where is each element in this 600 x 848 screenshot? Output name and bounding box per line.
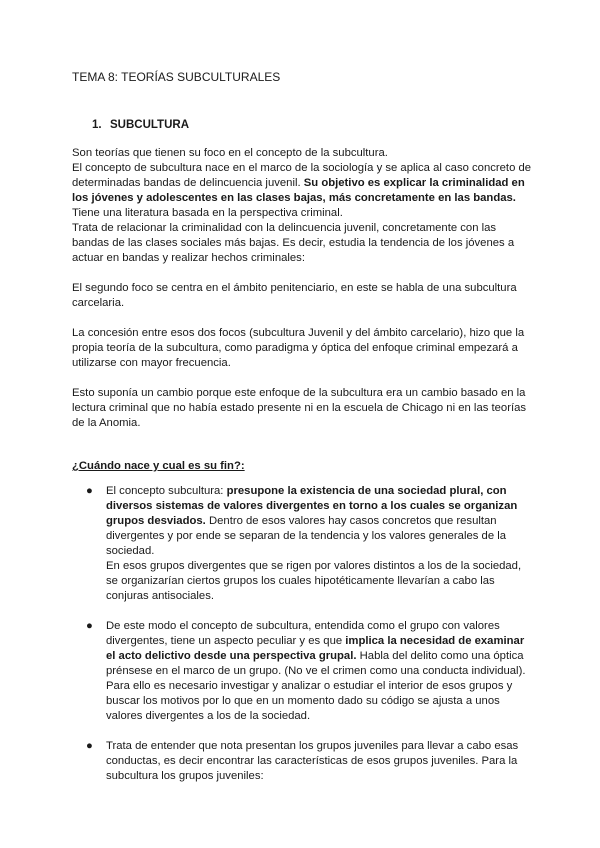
bullet-icon: ●: [86, 620, 93, 632]
list-item: [72, 739, 532, 784]
bullet-icon: ●: [86, 485, 93, 497]
paragraph-1-bold: Su objetivo es explicar la criminalidad en los jóvenes y adolescentes en las clases bajas, más concretamente en las bandas.: [72, 177, 525, 204]
document-body: [72, 146, 532, 446]
paragraph-1: [72, 161, 532, 206]
list-item: [72, 619, 532, 724]
bullet-text-plain: Habla del delito como una óptica prénsese en el marco de un grupo. (No ve el crimen como una conducta individual). Para ello es necesario investigar y analizar o estudiar el interior de esos grupos y buscar los motivos por lo que en un momento dado su código se ajusta a unos valores divergentes a los de la sociedad.: [106, 650, 526, 722]
bullet-text: [106, 484, 532, 559]
document-title: TEMA 8: TEORÍAS SUBCULTURALES: [72, 70, 281, 84]
paragraph-3: El segundo foco se centra en el ámbito penitenciario, en este se habla de una subcultura carcelaria.: [72, 282, 517, 309]
section-title: SUBCULTURA: [110, 119, 190, 131]
bullet-list: [72, 484, 532, 799]
subheading: ¿Cuándo nace y cual es su fin?:: [72, 460, 245, 472]
paragraph-1-tail: Tiene una literatura basada en la perspectiva criminal.: [72, 207, 343, 219]
paragraph-4: La concesión entre esos dos focos (subcultura Juvenil y del ámbito carcelario), hizo que la propia teoría de la subcultura, como paradigma y óptica del enfoque criminal empezará a utilizarse con mayor frecuencia.: [72, 327, 525, 369]
bullet-text-bold: presupone la existencia de una sociedad plural, con diversos sistemas de valores divergentes en torno a los cuales se organizan grupos desviados.: [106, 485, 518, 527]
bullet-icon: ●: [86, 740, 93, 752]
bullet-text: Trata de entender que nota presentan los grupos juveniles para llevar a cabo esas conductas, es decir encontrar las características de esos grupos juveniles. Para la subcultura los grupos juveniles:: [106, 740, 519, 782]
bullet-text-plain: El concepto subcultura:: [106, 485, 227, 497]
paragraph-5: Esto suponía un cambio porque este enfoque de la subcultura era un cambio basado en la lectura criminal que no había estado presente ni en la escuela de Chicago ni en las teorías de la Anomia.: [72, 387, 527, 429]
bullet-text-plain: Dentro de esos valores hay casos concretos que resultan divergentes y por ende se separan de la tendencia y los valores generales de la sociedad.: [106, 515, 507, 557]
bullet-text-bold: implica la necesidad de examinar el acto delictivo desde una perspectiva grupal.: [106, 635, 525, 662]
paragraph-1-text: El concepto de subcultura nace en el marco de la sociología y se aplica al caso concreto de determinadas bandas de delincuencia juvenil.: [72, 162, 532, 189]
section-number: 1.: [92, 119, 102, 131]
bullet-extra: En esos grupos divergentes que se rigen por valores distintos a los de la sociedad, se organizarían ciertos grupos los cuales hipotéticamente llevarían a cabo las conjuras antisociales.: [106, 560, 522, 602]
bullet-text: [106, 619, 532, 724]
section-heading: [92, 118, 189, 133]
intro-line: Son teorías que tienen su foco en el concepto de la subcultura.: [72, 147, 388, 159]
paragraph-2: Trata de relacionar la criminalidad con la delincuencia juvenil, concretamente con las bandas de las clases sociales más bajas. Es decir, estudia la tendencia de los jóvenes a actuar en bandas y realizar hechos criminales:: [72, 222, 515, 264]
bullet-text-plain: De este modo el concepto de subcultura, entendida como el grupo con valores divergentes, tiene un aspecto peculiar y es que: [106, 620, 500, 647]
list-item: [72, 484, 532, 604]
